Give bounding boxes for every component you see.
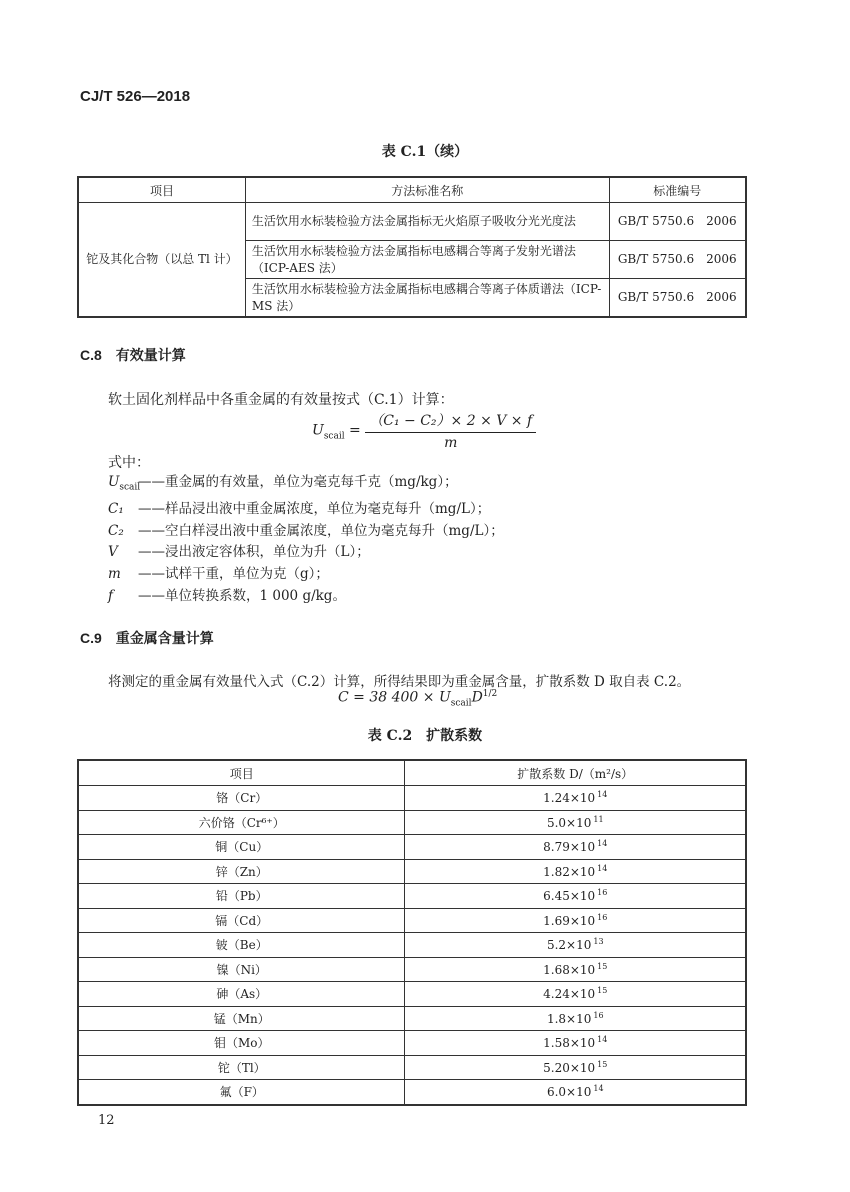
document-code: CJ/T 526—2018 — [80, 88, 191, 105]
table2-coefficient-cell — [405, 908, 746, 933]
table-row — [78, 1031, 746, 1056]
definition-text: ——重金属的有效量，单位为毫克每千克（mg/kg）； — [138, 474, 458, 490]
table2-item-cell: 铅（Pb） — [78, 884, 405, 909]
coefficient-mantissa: 8.79×10 — [543, 840, 596, 855]
definition-text: ——试样干重，单位为克（g）； — [138, 566, 329, 583]
coefficient-mantissa: 5.20×10 — [543, 1060, 596, 1075]
table2-item-cell: 六价铬（Cr⁶⁺） — [78, 810, 405, 835]
table2-header-coefficient: 扩散系数 D/（m²/s） — [405, 760, 746, 786]
formula-c2-sup: 1/2 — [482, 689, 498, 699]
table2-header-row — [78, 760, 746, 786]
coefficient-mantissa: 5.2×10 — [546, 938, 592, 953]
table-row — [78, 1006, 746, 1031]
formula-c1-numerator: （C₁ − C₂）× 2 × V × f — [365, 410, 536, 433]
table2-item-cell: 铍（Be） — [78, 933, 405, 958]
table-row — [78, 933, 746, 958]
section-c9-number: C.9 — [80, 630, 102, 646]
table2-coefficient-cell — [405, 810, 746, 835]
table1-method-cell: 生活饮用水标装检验方法金属指标电感耦合等离子发射光谱法（ICP-AES 法） — [245, 241, 609, 279]
coefficient-exponent: 16 — [593, 1010, 604, 1020]
coefficient-mantissa: 6.0×10 — [546, 1085, 592, 1100]
coefficient-exponent: 16 — [597, 888, 608, 898]
coefficient-mantissa: 1.58×10 — [543, 1036, 596, 1051]
definition-item — [108, 542, 504, 564]
section-c8-title: 有效量计算 — [115, 348, 186, 364]
table2-item-cell: 砷（As） — [78, 982, 405, 1007]
table2-item-cell: 锌（Zn） — [78, 859, 405, 884]
coefficient-exponent: 15 — [597, 986, 608, 996]
section-c8-number: C.8 — [80, 347, 102, 363]
definition-item — [108, 472, 504, 499]
table2-item-cell: 铊（Tl） — [78, 1055, 405, 1080]
table1-code-cell: GB/T 5750.6 2006 — [609, 241, 746, 279]
table-row — [78, 982, 746, 1007]
table1-method-cell: 生活饮用水标装检验方法金属指标无火焰原子吸收分光光度法 — [245, 203, 609, 241]
table-row — [78, 203, 746, 241]
table2 — [77, 759, 747, 1106]
coefficient-exponent: 14 — [597, 839, 608, 849]
table2-item-cell: 钼（Mo） — [78, 1031, 405, 1056]
table1-caption: 表 C.1（续） — [381, 144, 469, 160]
table2-coefficient-cell — [405, 1080, 746, 1105]
section-c9-intro: 将测定的重金属有效量代入式（C.2）计算，所得结果即为重金属含量，扩散系数 D 取自表 C.2。 — [108, 674, 691, 690]
table1-header-item: 项目 — [78, 177, 245, 203]
table2-coefficient-cell — [405, 957, 746, 982]
formula-c1-lhs: U — [312, 422, 324, 439]
coefficient-mantissa: 5.0×10 — [546, 815, 592, 830]
table-row — [78, 810, 746, 835]
definition-text: ——单位转换系数，1 000 g/kg。 — [138, 587, 346, 604]
table2-coefficient-cell — [405, 1031, 746, 1056]
definition-symbol: m — [108, 566, 121, 583]
table-row — [78, 1080, 746, 1105]
table1-method-cell: 生活饮用水标装检验方法金属指标电感耦合等离子体质谱法（ICP-MS 法） — [245, 279, 609, 318]
definition-item — [108, 521, 504, 543]
section-c8-intro: 软土固化剂样品中各重金属的有效量按式（C.1）计算： — [108, 392, 454, 408]
table2-coefficient-cell — [405, 859, 746, 884]
coefficient-mantissa: 1.8×10 — [546, 1011, 592, 1026]
coefficient-exponent: 15 — [597, 961, 608, 971]
table1-header-method: 方法标准名称 — [245, 177, 609, 203]
section-c8-heading — [80, 345, 186, 365]
formula-c1-denominator: m — [444, 435, 458, 451]
table2-item-cell: 锰（Mn） — [78, 1006, 405, 1031]
table2-coefficient-cell — [405, 884, 746, 909]
table1-item-cell: 铊及其化合物（以总 Tl 计） — [78, 203, 245, 318]
table-row — [78, 884, 746, 909]
definition-text: ——空白样浸出液中重金属浓度，单位为毫克每升（mg/L）； — [138, 522, 504, 539]
coefficient-mantissa: 1.24×10 — [543, 791, 596, 806]
table2-item-cell: 氟（F） — [78, 1080, 405, 1105]
table2-item-cell: 铬（Cr） — [78, 786, 405, 811]
table1-header-row — [78, 177, 746, 203]
coefficient-mantissa: 6.45×10 — [543, 889, 596, 904]
table2-item-cell: 镉（Cd） — [78, 908, 405, 933]
table2-coefficient-cell — [405, 982, 746, 1007]
table2-coefficient-cell — [405, 835, 746, 860]
table-row — [78, 957, 746, 982]
table-row — [78, 908, 746, 933]
coefficient-exponent: 14 — [597, 790, 608, 800]
coefficient-mantissa: 1.82×10 — [543, 864, 596, 879]
definition-symbol: C₁ — [108, 501, 124, 518]
table2-caption: 表 C.2 扩散系数 — [367, 728, 483, 744]
definition-text: ——浸出液定容体积，单位为升（L）； — [138, 544, 370, 561]
table2-item-cell: 铜（Cu） — [78, 835, 405, 860]
definition-item — [108, 499, 504, 521]
coefficient-exponent: 14 — [597, 863, 608, 873]
definition-symbol: C₂ — [108, 522, 124, 539]
table1-code-cell: GB/T 5750.6 2006 — [609, 203, 746, 241]
coefficient-exponent: 11 — [593, 814, 604, 824]
formula-c1-fraction — [365, 410, 536, 451]
formula-c1: $U_{scail}$ = $\frac{\text{（C₁ − C₂）× 2 × V × f}}{m}$ — [312, 410, 536, 451]
coefficient-exponent: 14 — [597, 1035, 608, 1045]
definition-symbol: f — [108, 587, 113, 604]
table-row — [78, 859, 746, 884]
coefficient-exponent: 15 — [597, 1059, 608, 1069]
definition-item — [108, 564, 504, 586]
coefficient-exponent: 13 — [593, 937, 604, 947]
definition-symbol: $U_{scail}$ — [108, 474, 141, 493]
definition-text: ——样品浸出液中重金属浓度，单位为毫克每升（mg/L）； — [138, 501, 491, 518]
table1-code-cell: GB/T 5750.6 2006 — [609, 279, 746, 318]
table1-header-code: 标准编号 — [609, 177, 746, 203]
section-c9-title: 重金属含量计算 — [115, 631, 214, 647]
table2-coefficient-cell — [405, 933, 746, 958]
table-row — [78, 1055, 746, 1080]
table1 — [77, 176, 747, 318]
formula-c2-lhs: C = 38 400 × U — [338, 689, 451, 706]
formula-c1-lhs-sub: scail — [323, 431, 345, 442]
table2-coefficient-cell — [405, 1006, 746, 1031]
definition-list — [108, 472, 504, 607]
table2-item-cell: 镍（Ni） — [78, 957, 405, 982]
definition-symbol: V — [108, 544, 118, 561]
coefficient-exponent: 16 — [597, 912, 608, 922]
definition-item — [108, 586, 504, 608]
table-row — [78, 835, 746, 860]
table2-coefficient-cell — [405, 786, 746, 811]
table2-coefficient-cell — [405, 1055, 746, 1080]
coefficient-exponent: 14 — [593, 1084, 604, 1094]
formula-c2-rest: D — [471, 689, 483, 706]
coefficient-mantissa: 1.69×10 — [543, 913, 596, 928]
where-label: 式中： — [108, 455, 150, 471]
formula-c2 — [338, 689, 497, 708]
page-number: 12 — [98, 1113, 115, 1128]
coefficient-mantissa: 4.24×10 — [543, 987, 596, 1002]
coefficient-mantissa: 1.68×10 — [543, 962, 596, 977]
table2-header-item: 项目 — [78, 760, 405, 786]
section-c9-heading — [80, 628, 214, 648]
table-row — [78, 786, 746, 811]
formula-c2-sub: scail — [450, 698, 472, 709]
